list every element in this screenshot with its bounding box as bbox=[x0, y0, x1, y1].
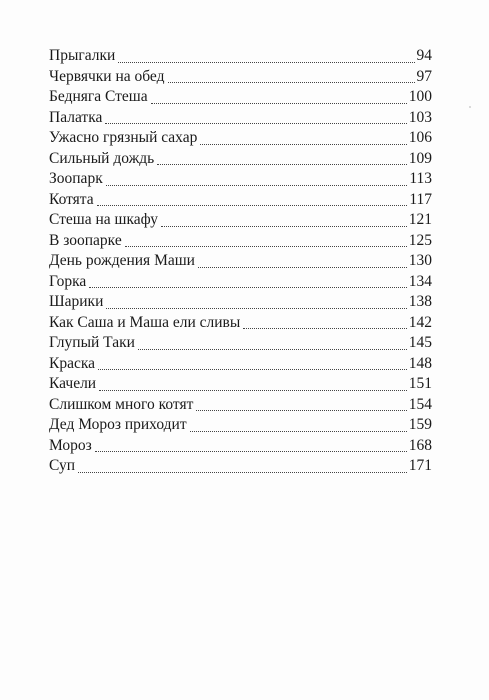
toc-entry bbox=[49, 210, 432, 231]
toc-entry-title: В зоопарке bbox=[49, 231, 122, 249]
dot-leader bbox=[198, 266, 407, 268]
toc-entry bbox=[49, 128, 432, 149]
dot-leader bbox=[89, 286, 406, 288]
toc-entry bbox=[49, 46, 432, 67]
dot-leader bbox=[200, 143, 406, 145]
toc-entry bbox=[49, 190, 432, 211]
dot-leader bbox=[190, 430, 407, 432]
toc-entry bbox=[49, 436, 432, 457]
toc-entry bbox=[49, 67, 432, 88]
toc-entry-page: 154 bbox=[408, 395, 432, 413]
dot-leader bbox=[157, 163, 407, 165]
toc-entry-title: Червячки на обед bbox=[49, 67, 165, 85]
toc-entry-page: 145 bbox=[408, 334, 432, 351]
toc-entry bbox=[49, 169, 432, 190]
toc-entry-title: Как Саша и Маша ели сливы bbox=[49, 313, 241, 331]
toc-entry-title: Шарики bbox=[49, 293, 104, 310]
toc-entry-page: 121 bbox=[408, 211, 432, 228]
dot-leader bbox=[118, 61, 414, 63]
dot-leader bbox=[97, 204, 408, 206]
toc-entry bbox=[49, 313, 432, 334]
toc-entry-title: Качели bbox=[49, 375, 97, 392]
toc-entry-page: 134 bbox=[408, 272, 432, 290]
dot-leader bbox=[95, 450, 407, 452]
toc-entry bbox=[49, 354, 432, 375]
toc-entry-title: Слишком много котят bbox=[49, 395, 194, 413]
dot-leader bbox=[105, 122, 406, 124]
toc-entry-title: Мороз bbox=[49, 436, 92, 454]
toc-entry-title: Суп bbox=[49, 457, 75, 474]
toc-entry-page: 159 bbox=[408, 416, 432, 433]
toc-entry-page: 103 bbox=[408, 108, 432, 126]
toc-entry bbox=[49, 87, 432, 108]
dot-leader bbox=[138, 348, 407, 350]
toc-entry bbox=[49, 272, 432, 293]
toc-entry-page: 109 bbox=[408, 149, 432, 167]
toc-entry-title: Горка bbox=[49, 272, 87, 290]
toc-entry bbox=[49, 108, 432, 129]
dot-leader bbox=[98, 368, 407, 370]
toc-entry-page: 106 bbox=[408, 129, 432, 146]
toc-entry-page: 117 bbox=[409, 190, 432, 208]
toc-entry-title: Сильный дождь bbox=[49, 149, 155, 167]
toc-entry-page: 168 bbox=[408, 436, 432, 454]
table-of-contents bbox=[49, 46, 432, 477]
toc-entry-title: Бедняга Стеша bbox=[49, 88, 148, 105]
toc-entry-page: 171 bbox=[408, 457, 432, 474]
toc-entry-page: 113 bbox=[409, 170, 432, 187]
toc-entry bbox=[49, 251, 432, 272]
toc-entry-title: Прыгалки bbox=[49, 47, 116, 64]
dot-leader bbox=[151, 102, 407, 104]
toc-entry bbox=[49, 415, 432, 436]
toc-entry-page: 125 bbox=[408, 231, 432, 249]
dot-leader bbox=[78, 471, 407, 473]
toc-entry-title: Стеша на шкафу bbox=[49, 211, 159, 228]
toc-entry-page: 130 bbox=[408, 252, 432, 269]
toc-entry bbox=[49, 374, 432, 395]
toc-entry bbox=[49, 395, 432, 416]
dot-leader bbox=[196, 409, 406, 411]
toc-entry-title: Котята bbox=[49, 190, 94, 208]
toc-entry-page: 94 bbox=[416, 47, 432, 64]
toc-entry-page: 148 bbox=[408, 354, 432, 372]
toc-entry-page: 138 bbox=[408, 293, 432, 310]
dot-leader bbox=[168, 81, 415, 83]
toc-entry-title: День рождения Маши bbox=[49, 252, 195, 269]
toc-entry-page: 100 bbox=[408, 88, 432, 105]
toc-entry bbox=[49, 231, 432, 252]
toc-entry bbox=[49, 292, 432, 313]
dot-leader bbox=[243, 327, 406, 329]
toc-entry-title: Глупый Таки bbox=[49, 334, 135, 351]
paper-speck bbox=[469, 106, 471, 108]
toc-entry-page: 97 bbox=[416, 67, 432, 85]
toc-entry-title: Дед Мороз приходит bbox=[49, 416, 187, 433]
dot-leader bbox=[106, 184, 408, 186]
toc-entry bbox=[49, 456, 432, 477]
dot-leader bbox=[99, 389, 407, 391]
toc-entry bbox=[49, 333, 432, 354]
toc-entry-page: 151 bbox=[408, 375, 432, 392]
dot-leader bbox=[125, 245, 407, 247]
toc-entry-title: Ужасно грязный сахар bbox=[49, 129, 198, 146]
dot-leader bbox=[161, 225, 407, 227]
toc-entry-page: 142 bbox=[408, 313, 432, 331]
toc-entry-title: Палатка bbox=[49, 108, 103, 126]
toc-entry-title: Краска bbox=[49, 354, 96, 372]
toc-entry bbox=[49, 149, 432, 170]
dot-leader bbox=[106, 307, 406, 309]
toc-entry-title: Зоопарк bbox=[49, 170, 103, 187]
